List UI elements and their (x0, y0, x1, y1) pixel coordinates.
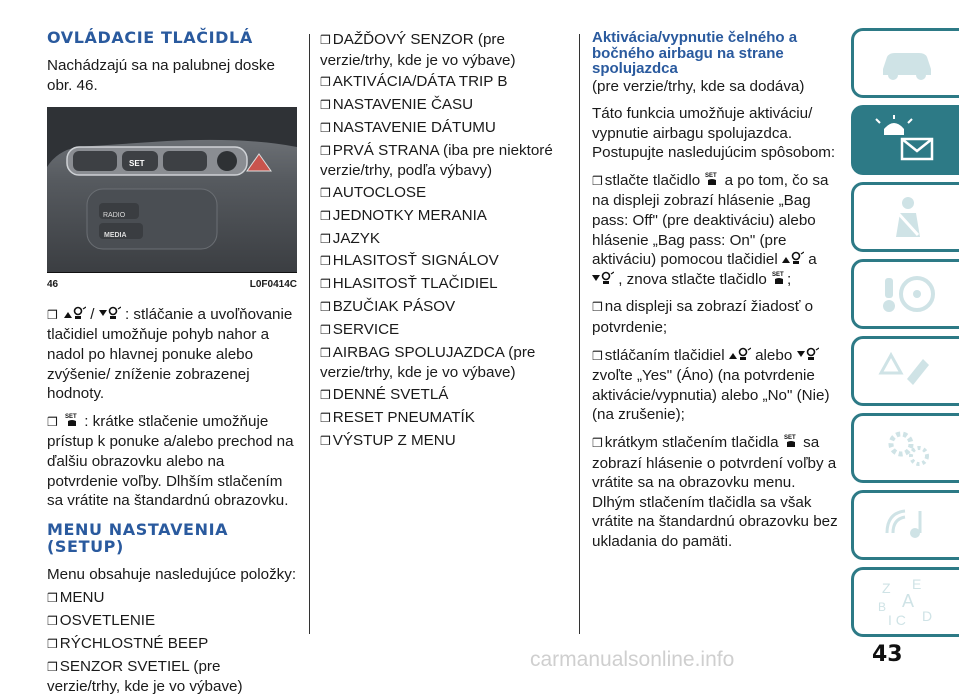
svg-text:A: A (901, 591, 914, 611)
bullet-box: ❒ (320, 98, 331, 113)
bullet-box: ❒ (592, 436, 603, 450)
column-divider (309, 34, 310, 634)
step-3 (592, 346, 842, 425)
svg-text:I C: I C (887, 612, 906, 628)
chapter-tab-starting[interactable] (851, 259, 959, 329)
step-text: alebo (755, 346, 793, 364)
step-text: stlačte tlačidlo (604, 171, 701, 189)
step-text: na displeji sa zobrazí žiadosť o potvrdenie; (592, 298, 814, 337)
bullet-box: ❒ (592, 348, 603, 363)
step-text: , znova stlačte tlačidlo (618, 270, 767, 288)
column-2 (320, 30, 566, 453)
chapter-tab-index[interactable] (851, 567, 959, 637)
bullet-box: ❒ (47, 414, 58, 429)
watermark: carmanualsonline.info (530, 648, 735, 671)
svg-text:Z: Z (881, 580, 891, 596)
alphabet-index-icon (872, 575, 942, 629)
steering-wheel-icon (877, 272, 937, 316)
set-button-icon (704, 171, 720, 187)
set-button-text: : krátke stlačenie umožňuje prístup k ponuke a/alebo prechod na ďalšiu obrazovku alebo na potvrdenie voľby. Dlhším stlačením sa vrátite na štandardnú obrazovku. (47, 412, 294, 510)
menu-item (320, 274, 566, 295)
menu-item (320, 251, 566, 272)
step-2 (592, 297, 842, 337)
svg-text:SET: SET (705, 172, 718, 179)
chapter-tab-emergency[interactable] (851, 336, 959, 406)
menu-item-label: AUTOCLOSE (332, 184, 427, 202)
chapter-tab-multimedia[interactable] (851, 490, 959, 560)
menu-item-label: PRVÁ STRANA (iba pre niektoré verzie/trhy, podľa výbavy) (320, 141, 553, 180)
set-button-icon (64, 412, 80, 428)
menu-item (320, 95, 566, 116)
menu-item-label: MENU (59, 589, 105, 607)
figure-caption (47, 272, 297, 295)
menu-item (320, 431, 566, 452)
chapter-tab-car[interactable] (851, 28, 959, 98)
menu-item (320, 118, 566, 139)
bullet-box: ❒ (320, 231, 331, 246)
section-heading-controls: OVLÁDACIE TLAČIDLÁ (47, 28, 253, 47)
menu-item (320, 183, 566, 204)
bullet-box: ❒ (47, 591, 58, 606)
section-heading-setup: MENU NASTAVENIA (SETUP) (47, 519, 229, 556)
menu-item (320, 320, 566, 341)
svg-text:SET: SET (772, 271, 784, 278)
photo-label-radio: RADIO (103, 212, 126, 220)
bullet-box: ❒ (320, 277, 331, 292)
menu-item-label: SERVICE (332, 320, 400, 338)
set-button-icon (783, 433, 799, 449)
step-text: a (808, 251, 817, 269)
chapter-tab-dashboard[interactable] (851, 105, 959, 175)
bullet-box: ❒ (320, 433, 331, 448)
bullet-box: ❒ (47, 614, 58, 629)
arrow-up-button-icon (782, 251, 804, 266)
set-button-paragraph (47, 412, 297, 511)
intro-text: Nachádzajú sa na palubnej doske obr. 46. (47, 57, 275, 94)
dashboard-photo-illustration (47, 107, 297, 272)
photo-label-media: MEDIA (104, 232, 127, 240)
arrow-buttons-paragraph (47, 305, 297, 404)
menu-intro-text: Menu obsahuje nasledujúce položky: (47, 565, 297, 583)
menu-item-label: JEDNOTKY MERANIA (332, 206, 487, 224)
menu-item (47, 634, 297, 655)
bullet-box: ❒ (320, 254, 331, 269)
chapter-tabs (851, 28, 959, 644)
figure-code: L0F0414C (249, 279, 297, 291)
svg-text:SET: SET (65, 413, 77, 420)
column-divider (579, 34, 580, 634)
page-number: 43 (872, 642, 903, 667)
arrow-buttons-text: : stláčanie a uvoľňovanie tlačidiel umožňuje pohyb nahor a nadol po hlavnej ponuke alebo zvýšenie/ zníženie zobrazenej hodnoty. (47, 305, 293, 403)
menu-item (320, 72, 566, 93)
section-heading-airbag: Aktivácia/vypnutie čelného a bočného airbagu na strane spolujazdca (592, 29, 798, 77)
bullet-box: ❒ (320, 75, 331, 90)
bullet-box: ❒ (47, 636, 58, 651)
menu-item (320, 206, 566, 227)
arrow-down-button-icon (797, 347, 819, 362)
bullet-box: ❒ (592, 173, 603, 188)
menu-item (47, 657, 297, 697)
photo-label-set: SET (129, 159, 145, 169)
chapter-tab-maintenance[interactable] (851, 413, 959, 483)
set-button-icon (771, 270, 787, 286)
step-text: zvoľte „Yes" (Áno) (na potvrdenie aktivácie/vypnutia) alebo „No" (Nie) (na zrušenie); (592, 367, 830, 424)
bullet-box: ❒ (320, 345, 331, 360)
airbag-subheading: (pre verzie/trhy, kde sa dodáva) (592, 77, 805, 95)
menu-item-label: HLASITOSŤ TLAČIDIEL (332, 275, 498, 293)
car-icon (877, 43, 937, 83)
step-text: stláčaním tlačidiel (604, 346, 725, 364)
menu-item-label: NASTAVENIE DÁTUMU (332, 118, 496, 136)
chapter-tab-safety[interactable] (851, 182, 959, 252)
airbag-intro: Táto funkcia umožňuje aktiváciu/ vypnutie airbagu spolujazdca. Postupujte nasledujúcim spôsobom: (592, 105, 836, 162)
bullet-box: ❒ (320, 322, 331, 337)
svg-text:B: B (877, 600, 886, 614)
svg-text:E: E (911, 576, 921, 592)
menu-item-label: RÝCHLOSTNÉ BEEP (59, 634, 209, 652)
warning-light-icon (872, 115, 942, 165)
bullet-box: ❒ (320, 33, 331, 47)
menu-item-label: NASTAVENIE ČASU (332, 96, 474, 114)
menu-item (320, 297, 566, 318)
bullet-box: ❒ (320, 208, 331, 223)
svg-text:SET: SET (783, 435, 796, 441)
menu-item-label: DAŽĎOVÝ SENZOR (pre verzie/trhy, kde je vo výbave) (320, 31, 516, 69)
gear-icon (877, 426, 937, 470)
bullet-box: ❒ (320, 300, 331, 314)
arrow-down-button-icon (592, 271, 614, 286)
menu-item-label: AKTIVÁCIA/DÁTA TRIP B (332, 73, 508, 91)
menu-item (320, 30, 566, 70)
menu-item-label: DENNÉ SVETLÁ (332, 385, 449, 403)
menu-item (47, 588, 297, 609)
column-1 (47, 30, 297, 699)
bullet-box: ❒ (320, 410, 331, 425)
menu-item (320, 343, 566, 383)
figure-number: 46 (47, 279, 59, 291)
step-1 (592, 171, 842, 290)
menu-item-label: JAZYK (332, 229, 381, 247)
bullet-box: ❒ (320, 120, 331, 135)
seatbelt-icon (882, 195, 932, 239)
bullet-box: ❒ (320, 186, 331, 201)
arrow-separator: / (90, 305, 95, 323)
menu-item (320, 141, 566, 181)
menu-item-label: VÝSTUP Z MENU (332, 431, 456, 449)
menu-item-label: RESET PNEUMATÍK (332, 408, 475, 426)
bullet-box: ❒ (320, 143, 331, 158)
step-text: sa zobrazí hlásenie o potvrdení voľby a vrátite sa na obrazovku menu. Dlhým stlačením tlačidla sa však vrátite na štandardnú obrazovku bez ukladania do pamäti. (592, 434, 838, 550)
menu-item-label: BZUČIAK PÁSOV (332, 298, 456, 315)
bullet-box: ❒ (320, 387, 331, 402)
arrow-up-button-icon (64, 306, 86, 321)
menu-item (320, 385, 566, 406)
emergency-icon (877, 349, 937, 393)
column-3 (592, 30, 842, 560)
menu-item (320, 229, 566, 250)
menu-item-label: OSVETLENIE (59, 612, 156, 630)
bullet-box: ❒ (592, 300, 603, 315)
step-text: ; (787, 270, 792, 288)
menu-item-label: AIRBAG SPOLUJAZDCA (pre verzie/trhy, kde je vo výbave) (320, 343, 536, 382)
menu-item-label: SENZOR SVETIEL (pre verzie/trhy, kde je vo výbave) (47, 657, 243, 696)
menu-item (47, 611, 297, 632)
arrow-up-button-icon (729, 347, 751, 362)
menu-item-label: HLASITOSŤ SIGNÁLOV (332, 252, 499, 270)
bullet-box: ❒ (47, 659, 58, 674)
step-4 (592, 433, 842, 552)
bullet-box: ❒ (47, 307, 58, 322)
menu-item (320, 408, 566, 429)
arrow-down-button-icon (99, 306, 121, 321)
step-text: krátkym stlačením tlačidla (604, 434, 779, 451)
svg-text:D: D (921, 608, 932, 624)
multimedia-icon (877, 503, 937, 547)
step-text: a po tom, čo sa na displeji zobrazí hlásenie „Bag pass: Off" (pre deaktiváciu) alebo hlásenie „Bag pass: On" (pre aktiváciu) pomocou tlačidiel (592, 171, 829, 269)
dashboard-buttons-photo (47, 107, 297, 272)
